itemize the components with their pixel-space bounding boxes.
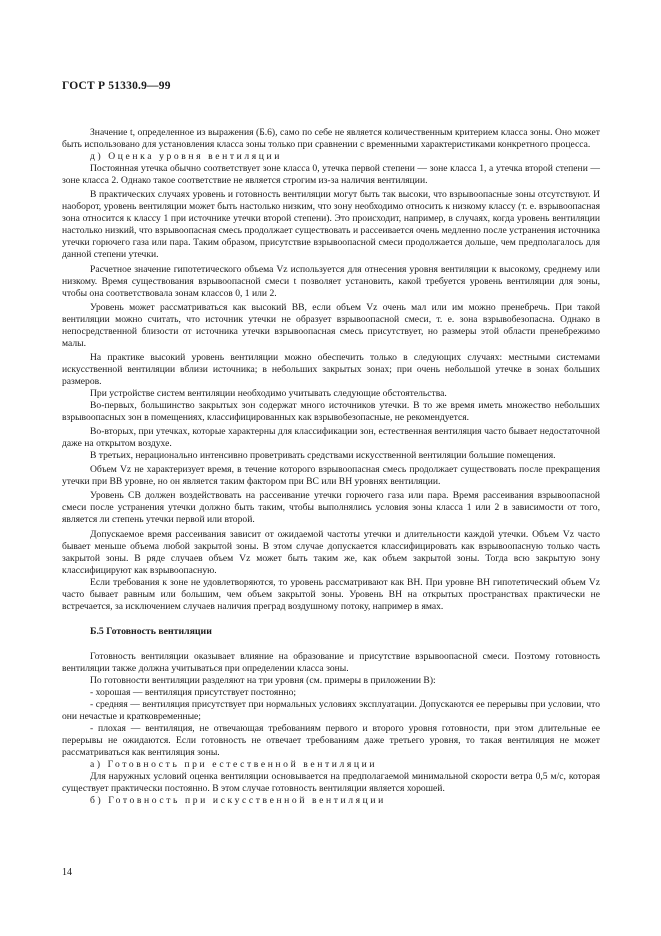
paragraph: Значение t, определенное из выражения (Б.6), само по себе не является количественным критерием класса зоны. Оно может быть использовано для установления класса зоны только при сравнении с временными характеристиками конкретного процесса.	[62, 127, 600, 151]
list-item: - плохая — вентиляция, не отвечающая требованиям первого и второго уровня готовности, при этом длительные ее перерывы не ожидаются. Если готовность не отвечает требованиям даже третьего уровня, то такая вентиляция не может рассматриваться как вентиляция зоны.	[62, 723, 600, 759]
section-title: Б.5 Готовность вентиляции	[90, 625, 212, 637]
paragraph: Если требования к зоне не удовлетворяются, то уровень рассматривают как ВН. При уровне ВН гипотетический объем Vz часто бывает равным или большим, чем объем закрытой зоны. Уровень ВН на открытых пространствах практически не встречается, за исключением случаев наличия преград воздушному потоку, например в ямах.	[62, 576, 600, 612]
paragraph: По готовности вентиляции разделяют на три уровня (см. примеры в приложении В):	[90, 674, 436, 686]
document-header: ГОСТ Р 51330.9—99	[62, 80, 171, 92]
paragraph: В третьих, нерационально интенсивно проветривать средствами искусственной вентиляции большие помещения.	[90, 450, 556, 462]
subsection-heading: б) Готовность при искусственной вентиляции	[90, 795, 386, 807]
subsection-heading: а) Готовность при естественной вентиляции	[90, 759, 378, 771]
paragraph: Уровень СВ должен воздействовать на рассеивание утечки горючего газа или пара. Время рассеивания взрывоопасной смеси после устранения утечки должно быть таким, чтобы выполнялись условия зоны класса 1 или 2 в зависимости от того, является ли степень утечки первой или второй.	[62, 490, 600, 526]
paragraph: Во-вторых, при утечках, которые характерны для классификации зон, естественная вентиляция часто бывает недостаточной даже на открытом воздухе.	[62, 426, 600, 450]
paragraph: На практике высокий уровень вентиляции можно обеспечить только в следующих случаях: местными системами искусственной вентиляции вблизи источника; в небольших закрытых зонах; при очень небольшой утечке в зонах больших размеров.	[62, 351, 600, 387]
paragraph: Допускаемое время рассеивания зависит от ожидаемой частоты утечки и длительности каждой утечки. Объем Vz часто бывает меньше объема любой закрытой зоны. В этом случае допускается классифицировать как взрывоопасную только часть закрытой зоны. В ряде случаев объем Vz может быть таким же, как объем закрытой зоны. Тогда всю закрытую зону классифицируют как взрывоопасную.	[62, 528, 600, 576]
paragraph: Для наружных условий оценка вентиляции основывается на предполагаемой минимальной скорости ветра 0,5 м/с, которая существует практически постоянно. В этом случае готовность вентиляции является хорошей.	[62, 771, 600, 795]
paragraph: Постоянная утечка обычно соответствует зоне класса 0, утечка первой степени — зоне класса 1, а утечка второй степени — зоне класса 2. Однако такое соответствие не является строгим из-за наличия вентиляции.	[62, 163, 600, 187]
subsection-heading: д) Оценка уровня вентиляции	[90, 151, 282, 163]
document-body	[62, 127, 600, 807]
paragraph: Объем Vz не характеризует время, в течение которого взрывоопасная смесь продолжает существовать после прекращения утечки при ВВ уровне, но он является таким фактором при ВС или ВН уровнях вентиляции.	[62, 464, 600, 488]
list-item: - хорошая — вентиляция присутствует постоянно;	[90, 687, 297, 699]
list-item: - средняя — вентиляция присутствует при нормальных условиях эксплуатации. Допускаются ее перерывы при условии, что они нечастые и кратковременные;	[62, 699, 600, 723]
paragraph: Расчетное значение гипотетического объема Vz используется для отнесения уровня вентиляции к высокому, среднему или низкому. Время существования взрывоопасной смеси t позволяет установить, какой требуется уровень вентиляции для зоны, чтобы она соответствовала зонам классов 0, 1 или 2.	[62, 263, 600, 299]
paragraph: При устройстве систем вентиляции необходимо учитывать следующие обстоятельства.	[90, 387, 447, 399]
paragraph: В практических случаях уровень и готовность вентиляции могут быть так высоки, что взрывоопасные зоны отсутствуют. И наоборот, уровень вентиляции может быть настолько низким, что зону необходимо относить к низкому классу (т. е. взрывоопасная зона относится к классу 1 при источнике утечки второй степени). Это происходит, например, в случаях, когда уровень вентиляции настолько низкий, что взрывоопасная смесь продолжает существовать и рассеивается очень медленно после устранения источника утечки горючего газа или пара. Таким образом, присутствие взрывоопасной смеси продолжается дольше, чем предполагалось для данной степени утечки.	[62, 189, 600, 261]
paragraph: Готовность вентиляции оказывает влияние на образование и присутствие взрывоопасной смеси. Поэтому готовность вентиляции также должна учитываться при определении класса зоны.	[62, 650, 600, 674]
page-number: 14	[62, 867, 72, 878]
paragraph: Во-первых, большинство закрытых зон содержат много источников утечки. В то же время иметь множество небольших взрывоопасных зон в помещениях, классифицированных как взрывобезопасные, не рекомендуется.	[62, 400, 600, 424]
paragraph: Уровень может рассматриваться как высокий ВВ, если объем Vz очень мал или им можно пренебречь. При такой вентиляции можно считать, что источник утечки не образует взрывоопасной смеси, т. е. зона взрывобезопасна. Однако в непосредственной близости от источника утечки взрывоопасная смесь присутствует, но размеры этой области пренебрежимо малы.	[62, 301, 600, 349]
